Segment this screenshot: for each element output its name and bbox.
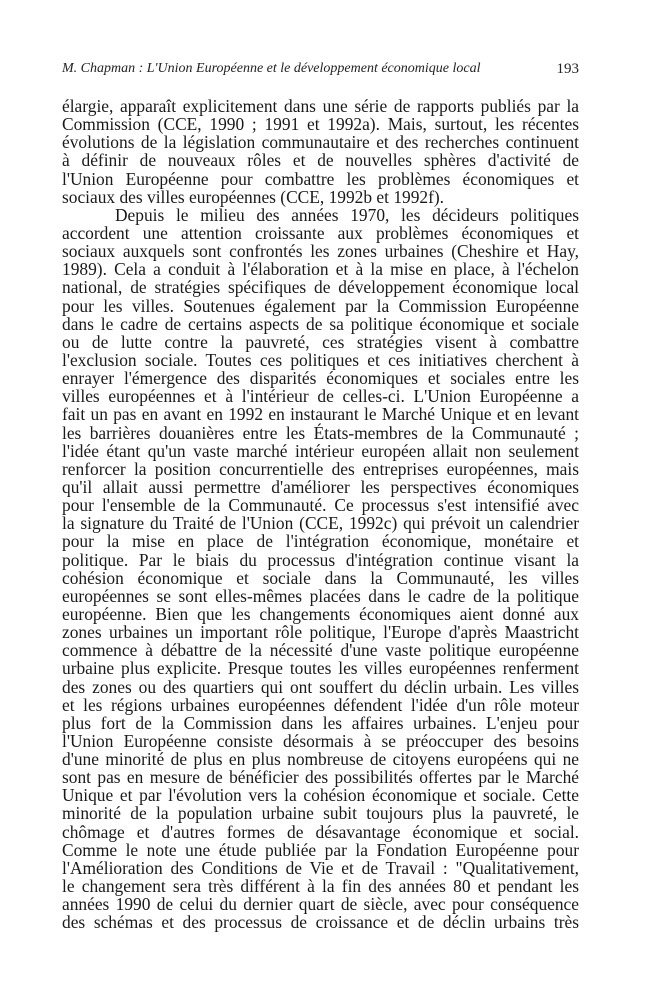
text-line: urbaine plus explicite. Presque toutes les villes européennes renferment bbox=[62, 658, 579, 679]
paragraph bbox=[62, 97, 579, 206]
text-line: dans le cadre de certains aspects de sa politique économique et sociale bbox=[62, 313, 579, 334]
text-line: cohésion économique et sociale dans la Communauté, les villes bbox=[62, 567, 579, 588]
text-line: élargie, apparaît explicitement dans une série de rapports publiés par la bbox=[62, 96, 579, 116]
text-line: enrayer l'émergence des disparités économiques et sociales entre les bbox=[62, 368, 579, 389]
text-line: la signature du Traité de l'Union (CCE, 1992c) qui prévoit un calendrier bbox=[62, 513, 579, 534]
text-line: européennes se sont elles-mêmes placées dans le cadre de la politique bbox=[62, 585, 579, 606]
text-line: qu'il allait aussi permettre d'améliorer les perspectives économiques bbox=[62, 476, 579, 497]
text-line: sociaux des villes européennes (CCE, 1992b et 1992f). bbox=[62, 186, 445, 207]
text-line: d'une minorité de plus en plus nombreuse de citoyens européens qui ne bbox=[62, 749, 579, 770]
text-line: évolutions de la législation communautaire et des recherches continuent bbox=[62, 132, 579, 153]
text-line: l'exclusion sociale. Toutes ces politiques et ces initiatives cherchent à bbox=[62, 349, 579, 370]
text-line: politique. Par le biais du processus d'intégration continue visant la bbox=[62, 549, 579, 570]
text-line: commence à débattre de la nécessité d'une vaste politique européenne bbox=[62, 640, 579, 661]
text-line: villes européennes et à l'intérieur de celles-ci. L'Union Européenne a bbox=[62, 386, 579, 407]
text-line: plus fort de la Commission dans les affaires urbaines. L'enjeu pour bbox=[62, 712, 579, 733]
text-line: pour les villes. Soutenues également par la Commission Européenne bbox=[62, 295, 579, 316]
running-header bbox=[62, 61, 579, 81]
text-line: national, de stratégies spécifiques de développement économique local bbox=[62, 277, 579, 298]
body-text bbox=[62, 97, 579, 931]
text-line: sont pas en mesure de bénéficier des possibilités offertes par le Marché bbox=[62, 767, 579, 788]
text-line: l'Union Européenne consiste désormais à se préoccuper des besoins bbox=[62, 730, 579, 751]
text-line: zones urbaines un important rôle politique, l'Europe d'après Maastricht bbox=[62, 622, 579, 643]
text-line: l'Union Européenne pour combattre les problèmes économiques et bbox=[62, 168, 579, 189]
text-line: et les régions urbaines européennes défendent l'idée d'un rôle moteur bbox=[62, 694, 579, 715]
text-line: fait un pas en avant en 1992 en instaurant le Marché Unique et en levant bbox=[62, 404, 579, 425]
text-line: l'idée étant qu'un vaste marché intérieur européen allait non seulement bbox=[62, 440, 579, 461]
text-line: Commission (CCE, 1990 ; 1991 et 1992a). Mais, surtout, les récentes bbox=[62, 114, 579, 135]
text-line: pour l'ensemble de la Communauté. Ce processus s'est intensifié avec bbox=[62, 495, 579, 516]
page-number: 193 bbox=[556, 61, 579, 77]
text-line: les barrières douanières entre les États-membres de la Communauté ; bbox=[62, 422, 579, 443]
text-line: Unique et par l'évolution vers la cohésion économique et sociale. Cette bbox=[62, 785, 579, 806]
text-line: l'Amélioration des Conditions de Vie et de Travail : "Qualitativement, bbox=[62, 857, 579, 878]
text-line: le changement sera très différent à la fin des années 80 et pendant les bbox=[62, 876, 579, 897]
text-line: à définir de nouveaux rôles et de nouvelles sphères d'activité de bbox=[62, 150, 579, 171]
text-line: Depuis le milieu des années 1970, les décideurs politiques bbox=[115, 204, 579, 225]
text-line: accordent une attention croissante aux problèmes économiques et bbox=[62, 222, 579, 243]
text-line: sociaux auxquels sont confrontés les zones urbaines (Cheshire et Hay, bbox=[62, 241, 579, 262]
text-line: minorité de la population urbaine subit toujours plus la pauvreté, le bbox=[62, 803, 579, 824]
text-line: chômage et d'autres formes de désavantage économique et social. bbox=[62, 821, 579, 842]
text-line: des schémas et des processus de croissance et de déclin urbains très bbox=[62, 912, 579, 933]
text-line: ou de lutte contre la pauvreté, ces stratégies visent à combattre bbox=[62, 331, 579, 352]
text-line: Comme le note une étude publiée par la Fondation Européenne pour bbox=[62, 839, 579, 860]
running-title: M. Chapman : L'Union Européenne et le développement économique local bbox=[62, 61, 481, 76]
text-line: 1989). Cela a conduit à l'élaboration et à la mise en place, à l'échelon bbox=[62, 259, 579, 280]
paragraph bbox=[62, 206, 579, 932]
text-line: des zones ou des quartiers qui ont souffert du déclin urbain. Les villes bbox=[62, 676, 579, 697]
text-line: européenne. Bien que les changements économiques aient donné aux bbox=[62, 603, 579, 624]
text-line: pour la mise en place de l'intégration économique, monétaire et bbox=[62, 531, 579, 552]
text-line: années 1990 de celui du dernier quart de siècle, avec pour conséquence bbox=[62, 894, 579, 915]
text-line: renforcer la position concurrentielle des entreprises européennes, mais bbox=[62, 458, 579, 479]
